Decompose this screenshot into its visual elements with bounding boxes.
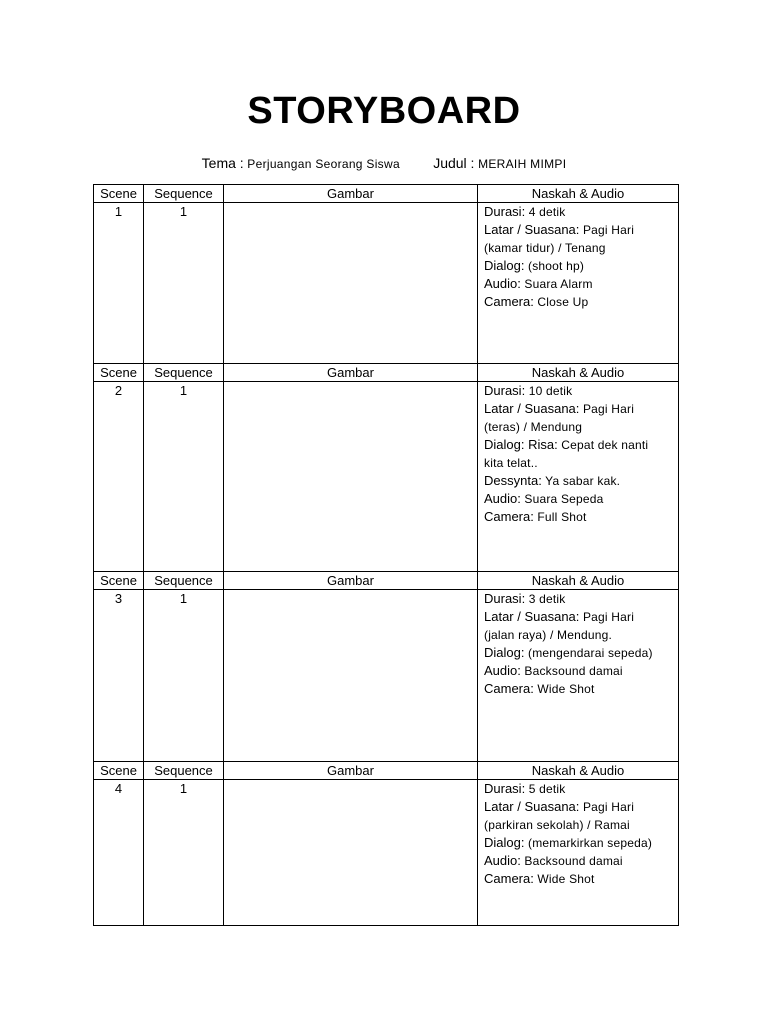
header-gambar: Gambar	[224, 364, 478, 382]
naskah-value: (mengendarai sepeda)	[524, 646, 653, 660]
table-header-row	[94, 185, 679, 203]
judul-label: Judul :	[433, 155, 475, 171]
header-naskah-audio: Naskah & Audio	[478, 364, 679, 382]
naskah-line	[484, 221, 678, 239]
naskah-value: Cepat dek nanti	[557, 438, 649, 452]
naskah-line	[484, 644, 678, 662]
naskah-key: Camera:	[484, 871, 534, 886]
naskah-line	[484, 626, 678, 644]
table-header-row	[94, 572, 679, 590]
naskah-value: kita telat..	[484, 456, 538, 470]
judul-value: MERAIH MIMPI	[478, 157, 567, 171]
header-scene: Scene	[94, 185, 144, 203]
naskah-value: Wide Shot	[533, 872, 595, 886]
storyboard-table	[93, 184, 679, 926]
header-gambar: Gambar	[224, 572, 478, 590]
naskah-value: 5 detik	[525, 782, 566, 796]
header-scene: Scene	[94, 364, 144, 382]
naskah-key: Audio:	[484, 276, 521, 291]
naskah-value: 4 detik	[525, 205, 566, 219]
header-sequence: Sequence	[144, 762, 224, 780]
naskah-value: Ya sabar kak.	[541, 474, 621, 488]
scene-number: 2	[94, 382, 144, 572]
table-header-row	[94, 364, 679, 382]
naskah-audio-cell	[478, 382, 679, 572]
naskah-key: Latar / Suasana:	[484, 799, 580, 814]
naskah-line	[484, 436, 678, 454]
naskah-audio-cell	[478, 590, 679, 762]
naskah-line	[484, 239, 678, 257]
tema-value: Perjuangan Seorang Siswa	[247, 157, 400, 171]
scene-row	[94, 590, 679, 762]
naskah-line	[484, 490, 678, 508]
gambar-cell	[224, 780, 478, 926]
naskah-key: Dialog:	[484, 835, 525, 850]
naskah-value: Wide Shot	[533, 682, 595, 696]
naskah-key: Camera:	[484, 681, 534, 696]
scene-number: 4	[94, 780, 144, 926]
naskah-line	[484, 418, 678, 436]
naskah-line	[484, 203, 678, 221]
naskah-audio-cell	[478, 203, 679, 364]
naskah-value: (kamar tidur) / Tenang	[484, 241, 606, 255]
naskah-key: Dessynta:	[484, 473, 542, 488]
naskah-line	[484, 680, 678, 698]
naskah-key: Dialog:	[484, 645, 525, 660]
header-naskah-audio: Naskah & Audio	[478, 762, 679, 780]
naskah-value: (jalan raya) / Mendung.	[484, 628, 612, 642]
naskah-value: (memarkirkan sepeda)	[524, 836, 653, 850]
header-sequence: Sequence	[144, 572, 224, 590]
gambar-cell	[224, 590, 478, 762]
naskah-line	[484, 798, 678, 816]
naskah-key: Durasi:	[484, 591, 526, 606]
naskah-value: 3 detik	[525, 592, 566, 606]
naskah-key: Audio:	[484, 491, 521, 506]
naskah-value: (teras) / Mendung	[484, 420, 583, 434]
header-sequence: Sequence	[144, 364, 224, 382]
naskah-line	[484, 275, 678, 293]
naskah-key: Latar / Suasana:	[484, 222, 580, 237]
naskah-key: Dialog: Risa:	[484, 437, 558, 452]
naskah-line	[484, 590, 678, 608]
sequence-number: 1	[144, 382, 224, 572]
naskah-value: Backsound damai	[520, 664, 623, 678]
document-meta	[0, 155, 768, 171]
naskah-value: Full Shot	[533, 510, 587, 524]
header-scene: Scene	[94, 762, 144, 780]
scene-row	[94, 382, 679, 572]
sequence-number: 1	[144, 780, 224, 926]
header-sequence: Sequence	[144, 185, 224, 203]
scene-number: 3	[94, 590, 144, 762]
naskah-line	[484, 870, 678, 888]
naskah-line	[484, 608, 678, 626]
naskah-line	[484, 816, 678, 834]
scene-number: 1	[94, 203, 144, 364]
header-naskah-audio: Naskah & Audio	[478, 572, 679, 590]
header-naskah-audio: Naskah & Audio	[478, 185, 679, 203]
naskah-value: 10 detik	[525, 384, 573, 398]
naskah-value: Pagi Hari	[579, 402, 635, 416]
naskah-line	[484, 834, 678, 852]
naskah-key: Durasi:	[484, 781, 526, 796]
naskah-key: Camera:	[484, 509, 534, 524]
naskah-value: (shoot hp)	[524, 259, 585, 273]
naskah-line	[484, 400, 678, 418]
page-title: STORYBOARD	[247, 90, 521, 132]
naskah-value: (parkiran sekolah) / Ramai	[484, 818, 630, 832]
naskah-value: Close Up	[533, 295, 589, 309]
naskah-key: Dialog:	[484, 258, 525, 273]
gambar-cell	[224, 203, 478, 364]
naskah-line	[484, 257, 678, 275]
naskah-key: Audio:	[484, 853, 521, 868]
tema-label: Tema :	[201, 155, 244, 171]
naskah-line	[484, 454, 678, 472]
sequence-number: 1	[144, 590, 224, 762]
naskah-key: Durasi:	[484, 204, 526, 219]
naskah-line	[484, 852, 678, 870]
naskah-key: Audio:	[484, 663, 521, 678]
naskah-line	[484, 293, 678, 311]
naskah-value: Pagi Hari	[579, 223, 635, 237]
naskah-line	[484, 508, 678, 526]
naskah-value: Backsound damai	[520, 854, 623, 868]
naskah-line	[484, 472, 678, 490]
naskah-audio-cell	[478, 780, 679, 926]
naskah-value: Pagi Hari	[579, 800, 635, 814]
header-gambar: Gambar	[224, 185, 478, 203]
naskah-line	[484, 780, 678, 798]
naskah-line	[484, 662, 678, 680]
naskah-key: Camera:	[484, 294, 534, 309]
header-scene: Scene	[94, 572, 144, 590]
naskah-key: Durasi:	[484, 383, 526, 398]
naskah-key: Latar / Suasana:	[484, 609, 580, 624]
naskah-value: Suara Alarm	[520, 277, 593, 291]
sequence-number: 1	[144, 203, 224, 364]
scene-row	[94, 203, 679, 364]
table-header-row	[94, 762, 679, 780]
header-gambar: Gambar	[224, 762, 478, 780]
naskah-line	[484, 382, 678, 400]
naskah-value: Pagi Hari	[579, 610, 635, 624]
naskah-key: Latar / Suasana:	[484, 401, 580, 416]
naskah-value: Suara Sepeda	[520, 492, 604, 506]
scene-row	[94, 780, 679, 926]
gambar-cell	[224, 382, 478, 572]
